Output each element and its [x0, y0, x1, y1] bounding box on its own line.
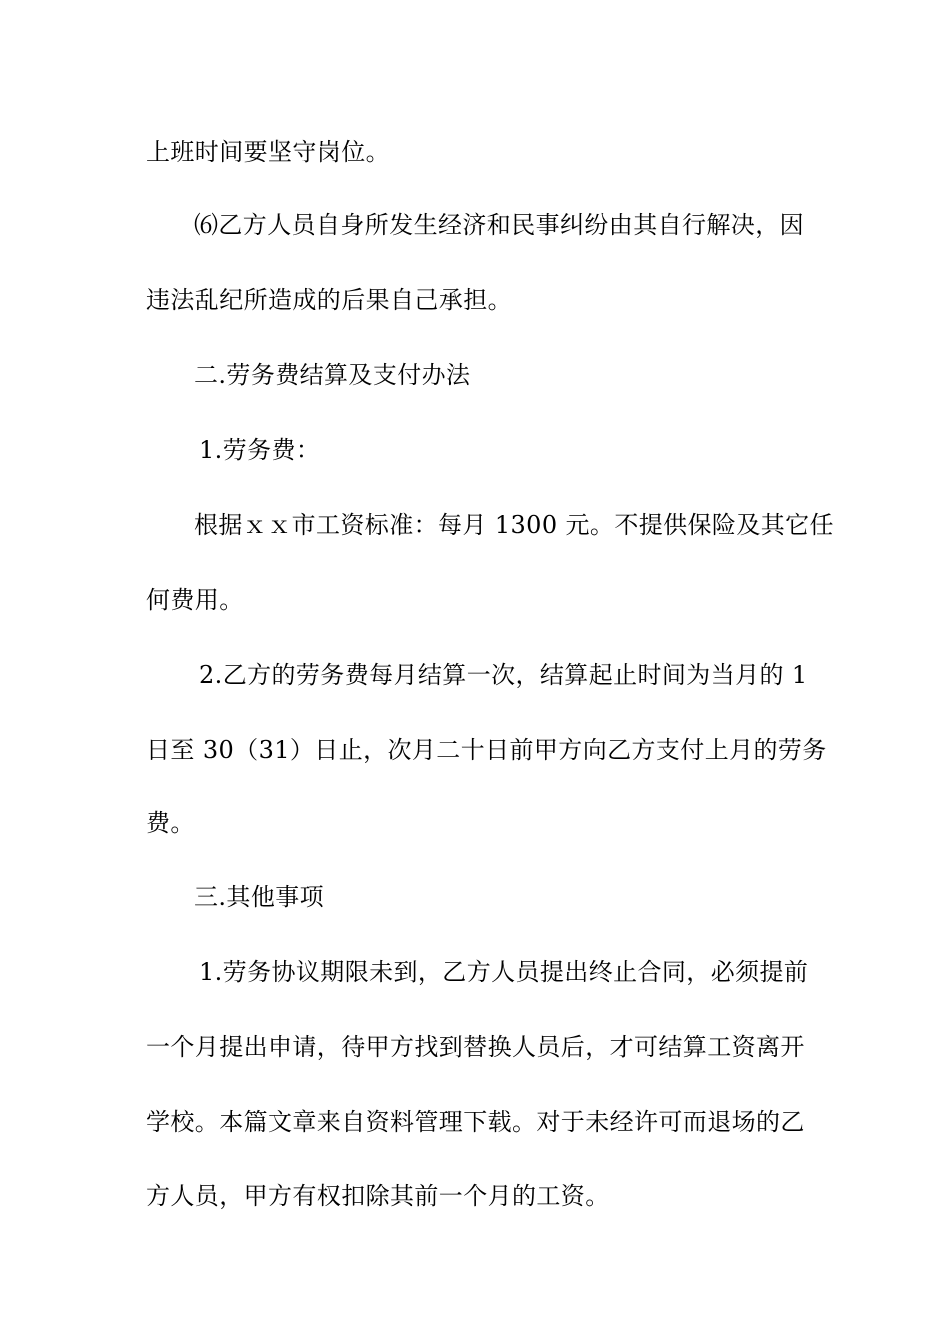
paragraph-line: 日至 30（31）日止，次月二十日前甲方向乙方支付上月的劳务 [146, 736, 827, 764]
paragraph-line: 方人员，甲方有权扣除其前一个月的工资。 [146, 1182, 610, 1210]
paragraph-line: 何费用。 [146, 586, 244, 614]
paragraph-line: 一个月提出申请，待甲方找到替换人员后，才可结算工资离开 [146, 1033, 805, 1061]
paragraph-line: 费。 [146, 809, 195, 837]
paragraph-line: 上班时间要坚守岗位。 [146, 138, 390, 166]
paragraph-line: 违法乱纪所造成的后果自己承担。 [146, 286, 512, 314]
paragraph-line: 1.劳务协议期限未到，乙方人员提出终止合同，必须提前 [199, 958, 809, 986]
section-heading: 二.劳务费结算及支付办法 [194, 361, 471, 389]
paragraph-line: 学校。本篇文章来自资料管理下载。对于未经许可而退场的乙 [146, 1108, 805, 1136]
paragraph-line: 根据ｘｘ市工资标准：每月 1300 元。不提供保险及其它任 [194, 511, 834, 539]
paragraph-line: ⑹乙方人员自身所发生经济和民事纠纷由其自行解决，因 [194, 211, 804, 239]
paragraph-line: 2.乙方的劳务费每月结算一次，结算起止时间为当月的 1 [199, 661, 808, 689]
subsection-heading: 1.劳务费： [199, 436, 321, 464]
section-heading: 三.其他事项 [194, 883, 325, 911]
